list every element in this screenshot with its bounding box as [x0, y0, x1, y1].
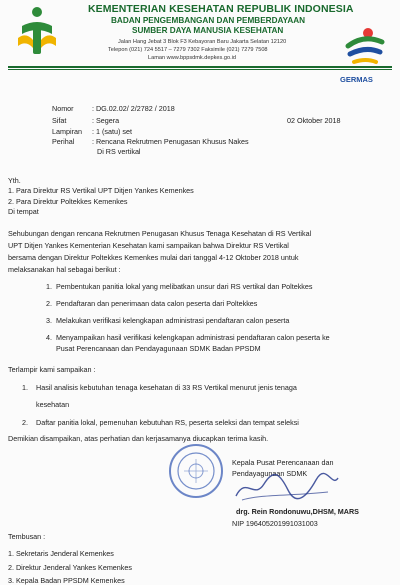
signatory-nip: NIP 196405201991031003	[232, 519, 318, 528]
sifat-label: Sifat	[52, 116, 67, 125]
list-item-number: 2.	[46, 299, 52, 308]
ministry-logo-icon	[14, 4, 60, 58]
perihal-label: Perihal	[52, 137, 75, 146]
cc-label: Tembusan :	[8, 532, 46, 541]
agency-phone: Telepon (021) 724 5517 – 7279 7302 Faksimile (021) 7279 7508	[108, 47, 268, 53]
lampiran-label: Lampiran	[52, 127, 82, 136]
cc-item: 2. Direktur Jenderal Yankes Kemenkes	[8, 563, 132, 572]
cc-item: 3. Kepala Badan PPSDM Kemenkes	[8, 576, 125, 585]
lampiran-value: : 1 (satu) set	[92, 127, 132, 136]
agency-address: Jalan Hang Jebat 3 Blok F3 Kebayoran Baru Jakarta Selatan 12120	[118, 39, 287, 45]
list-item: Pembentukan panitia lokal yang melibatkan unsur dari RS vertikal dan Poltekkes	[56, 282, 313, 291]
header-divider	[8, 66, 392, 68]
official-stamp-icon	[168, 443, 224, 499]
perihal-value: : Rencana Rekrutmen Penugasan Khusus Nakes	[92, 137, 249, 146]
salutation: Yth.	[8, 176, 21, 185]
list-item: Melakukan verifikasi kelengkapan administrasi pendaftaran calon peserta	[56, 316, 290, 325]
sifat-value: : Segera	[92, 116, 120, 125]
recipient-1: 1. Para Direktur RS Vertikal UPT Ditjen Yankes Kemenkes	[8, 186, 194, 195]
germas-label: GERMAS	[340, 75, 373, 84]
signatory-name: drg. Rein Rondonuwu,DHSM, MARS	[236, 507, 359, 516]
attached-item-number: 1.	[22, 383, 28, 392]
attached-item-2: Daftar panitia lokal, pemenuhan kebutuhan RS, peserta seleksi dan tempat seleksi	[36, 418, 299, 427]
body-line-3: bersama dengan Direktur Poltekkes Kemenkes mulai dari tanggal 4-12 Oktober 2018 untuk	[8, 253, 299, 262]
attached-item-1: Hasil analisis kebutuhan tenaga kesehatan di 33 RS Vertikal menurut jenis tenaga	[36, 383, 297, 392]
list-item-number: 1.	[46, 282, 52, 291]
attached-item-1-cont: kesehatan	[36, 400, 70, 409]
header-divider-thin	[8, 69, 392, 70]
cc-item: 1. Sekretaris Jenderal Kemenkes	[8, 549, 114, 558]
body-line-4: melaksanakan hal sebagai berikut :	[8, 265, 121, 274]
attached-item-number: 2.	[22, 418, 28, 427]
list-item-number: 3.	[46, 316, 52, 325]
recipient-2: 2. Para Direktur Poltekkes Kemenkes	[8, 197, 128, 206]
body-line-2: UPT Ditjen Yankes Kementerian Kesehatan kami sampaikan bahwa Direktur RS Vertikal	[8, 241, 289, 250]
signatory-title-1: Kepala Pusat Perencanaan dan	[232, 458, 334, 467]
agency-name-line1: BADAN PENGEMBANGAN DAN PEMBERDAYAAN	[111, 16, 306, 25]
handwritten-signature-icon	[232, 470, 342, 504]
recipient-place: Di tempat	[8, 207, 39, 216]
body-line-1: Sehubungan dengan rencana Rekrutmen Penugasan Khusus Tenaga Kesehatan di RS Vertikal	[8, 229, 312, 238]
list-item-number: 4.	[46, 333, 52, 342]
attached-intro: Terlampir kami sampaikan :	[8, 365, 96, 374]
signatory-title-2: Pendayagunaan SDMK	[232, 469, 308, 478]
nomor-label: Nomor	[52, 104, 74, 113]
list-item: Pendaftaran dan penerimaan data calon peserta dari Poltekkes	[56, 299, 258, 308]
ministry-name: KEMENTERIAN KESEHATAN REPUBLIK INDONESIA	[88, 3, 354, 15]
agency-website: Laman www.bppsdmk.depkes.go.id	[148, 55, 236, 61]
closing-remark: Demikian disampaikan, atas perhatian dan kerjasamanya diucapkan terima kasih.	[8, 434, 269, 443]
perihal-value-cont: Di RS vertikal	[97, 147, 141, 156]
nomor-value: : DG.02.02/ 2/2782 / 2018	[92, 104, 175, 113]
agency-name-line2: SUMBER DAYA MANUSIA KESEHATAN	[132, 26, 284, 35]
list-item: Menyampaikan hasil verifikasi kelengkapan administrasi pendaftaran calon peserta ke	[56, 333, 330, 342]
list-item-cont: Pusat Perencanaan dan Pendayagunaan SDMK Badan PPSDM	[56, 344, 261, 353]
letter-date: 02 Oktober 2018	[287, 116, 341, 125]
